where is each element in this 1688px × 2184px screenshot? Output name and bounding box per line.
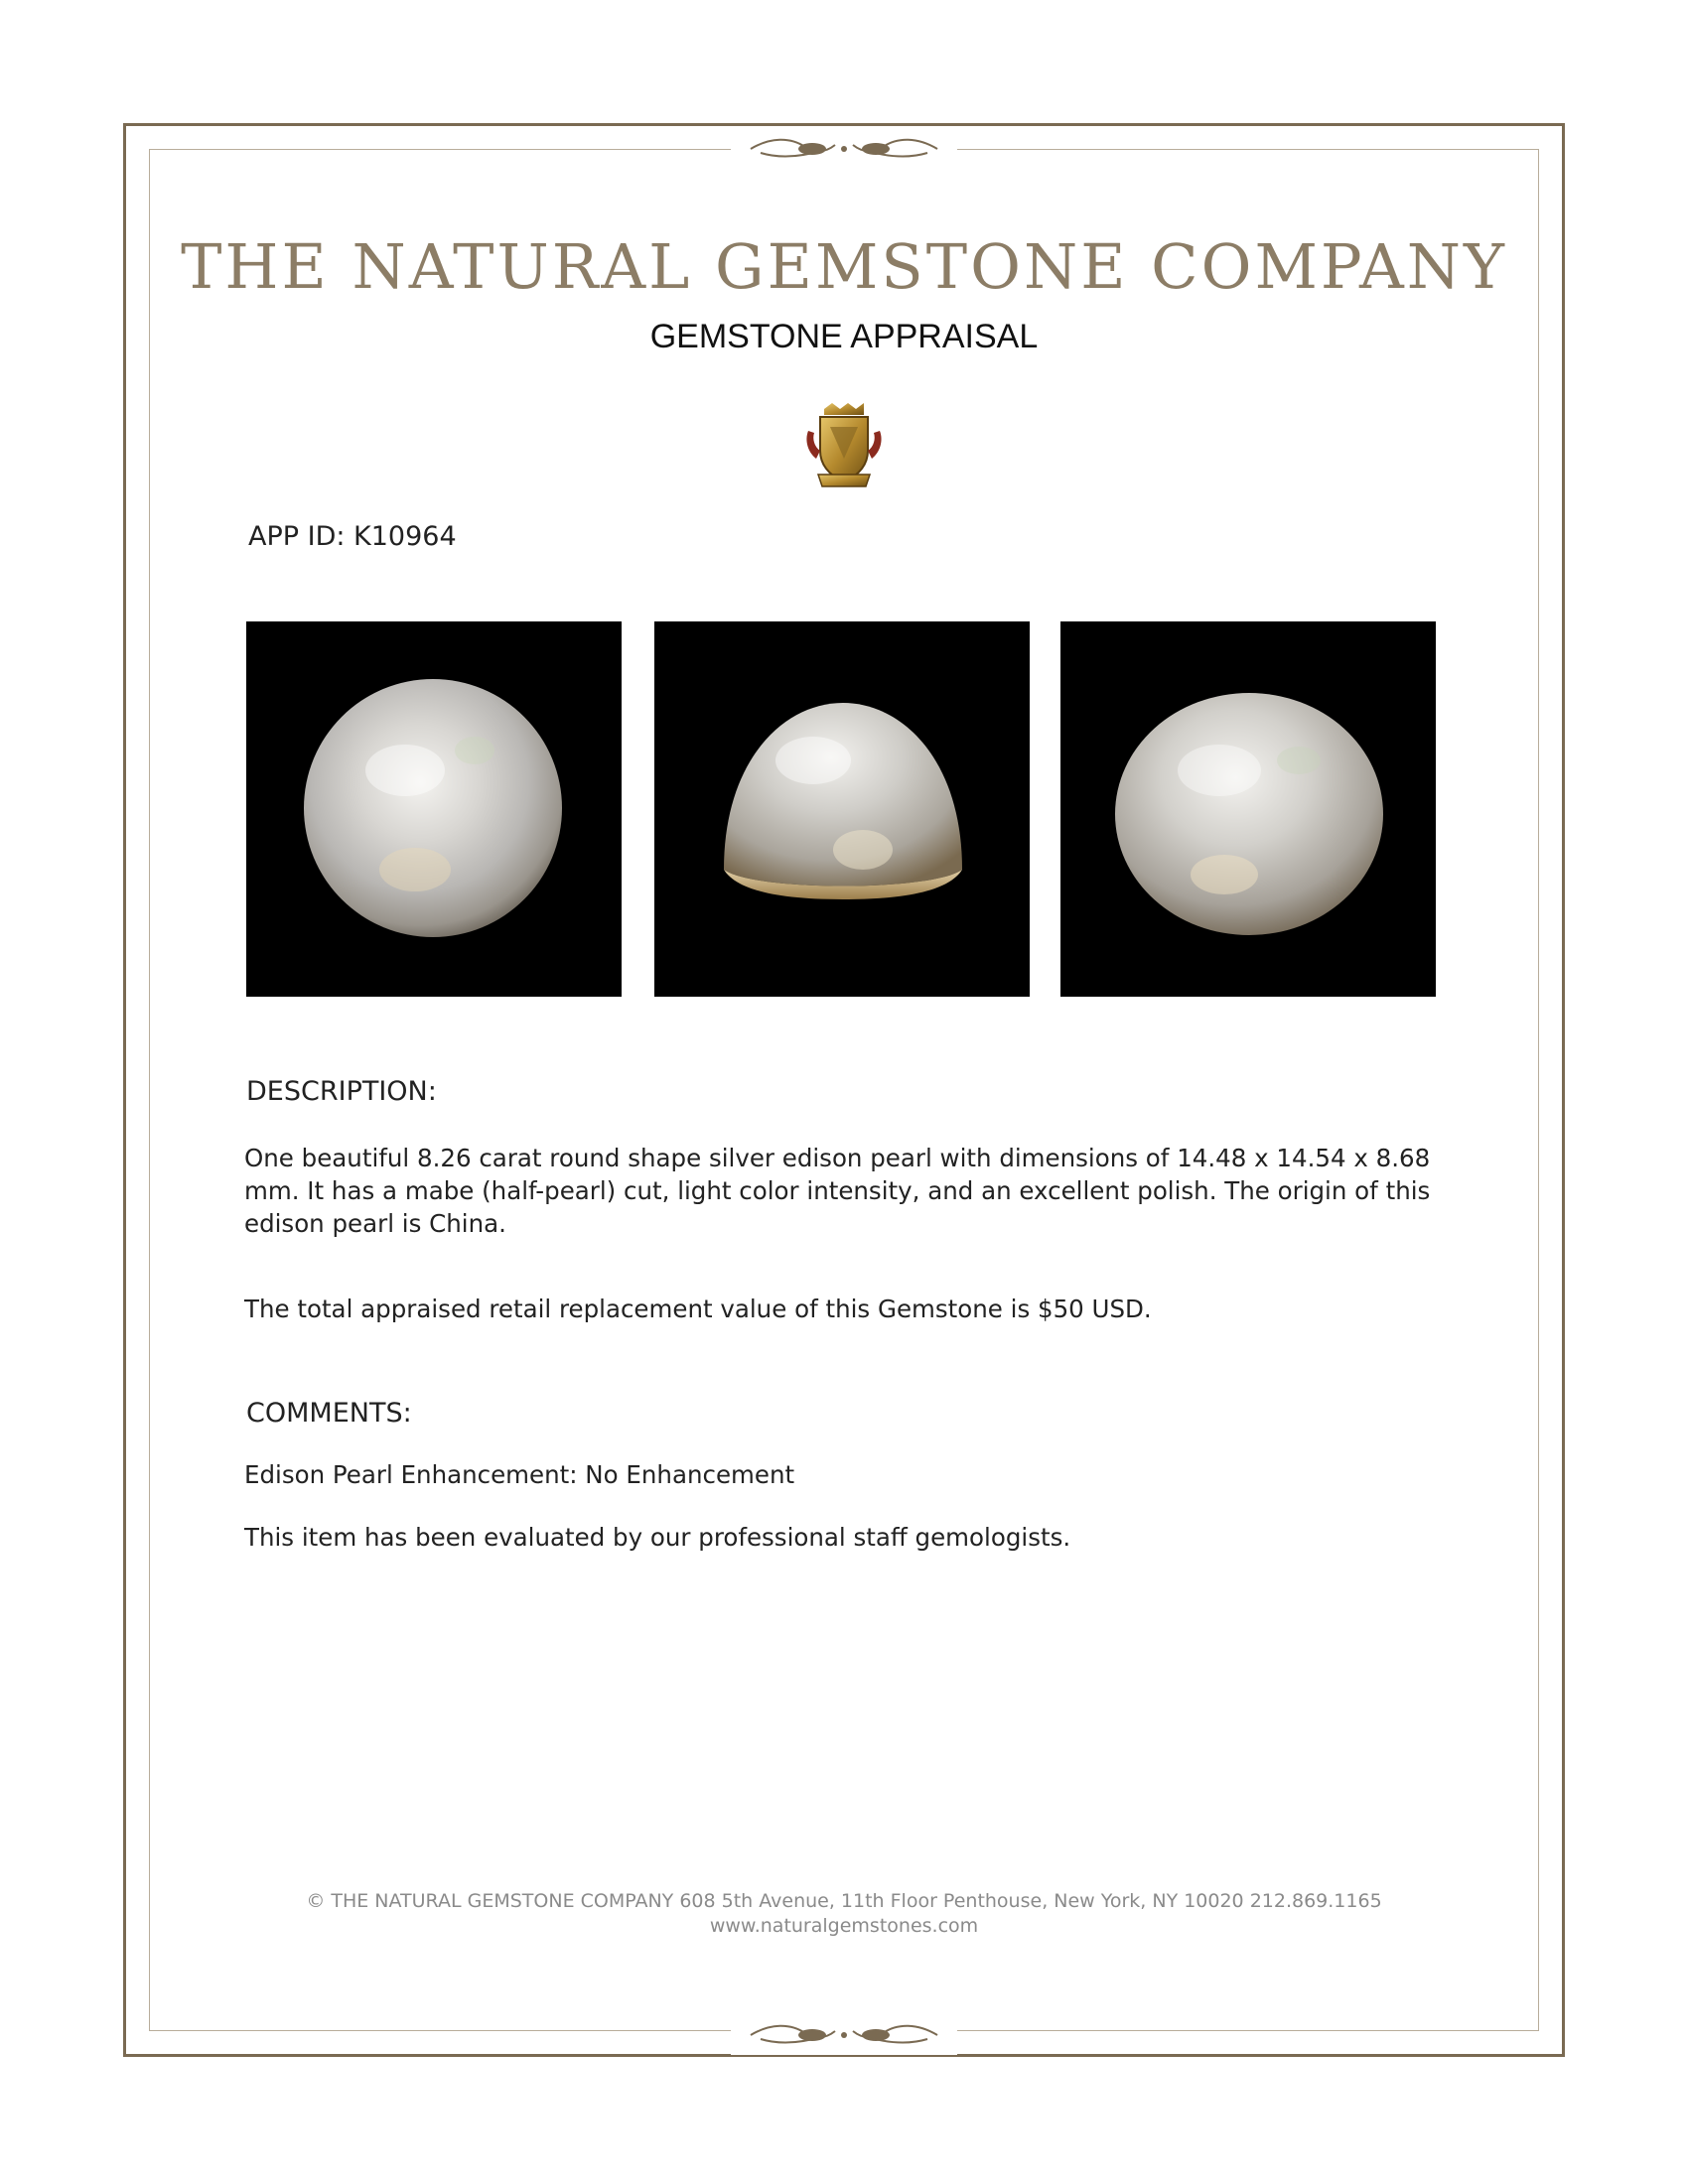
description-text: One beautiful 8.26 carat round shape silver edison pearl with dimensions of 14.48 x 14.54 x 8.68 mm. It has a mabe (half-pearl) cut, light color intensity, and an excellent polish. The origin of this edison pearl is China. <box>244 1144 1431 1238</box>
pearl-photo-top-view <box>246 621 622 997</box>
bottom-ornament-icon <box>731 2015 957 2055</box>
footer-address: © THE NATURAL GEMSTONE COMPANY 608 5th Avenue, 11th Floor Penthouse, New York, NY 10020 212.869.1165 <box>306 1890 1382 1912</box>
pearl-photo-angled-view <box>1060 621 1436 997</box>
app-id: APP ID: K10964 <box>248 521 457 552</box>
comments-heading: COMMENTS: <box>246 1398 412 1429</box>
pearl-photo-side-view <box>654 621 1030 997</box>
enhancement-comment: Edison Pearl Enhancement: No Enhancement <box>244 1460 795 1489</box>
footer-website[interactable]: www.naturalgemstones.com <box>709 1915 979 1937</box>
evaluation-comment: This item has been evaluated by our professional staff gemologists. <box>244 1523 1071 1552</box>
company-crest-icon <box>802 401 886 492</box>
description-heading: DESCRIPTION: <box>246 1076 437 1107</box>
top-ornament-icon <box>731 129 957 169</box>
appraised-value: The total appraised retail replacement value of this Gemstone is $50 USD. <box>244 1295 1152 1323</box>
document-title: GEMSTONE APPRAISAL <box>649 318 1039 355</box>
company-name: THE NATURAL GEMSTONE COMPANY <box>181 230 1507 303</box>
